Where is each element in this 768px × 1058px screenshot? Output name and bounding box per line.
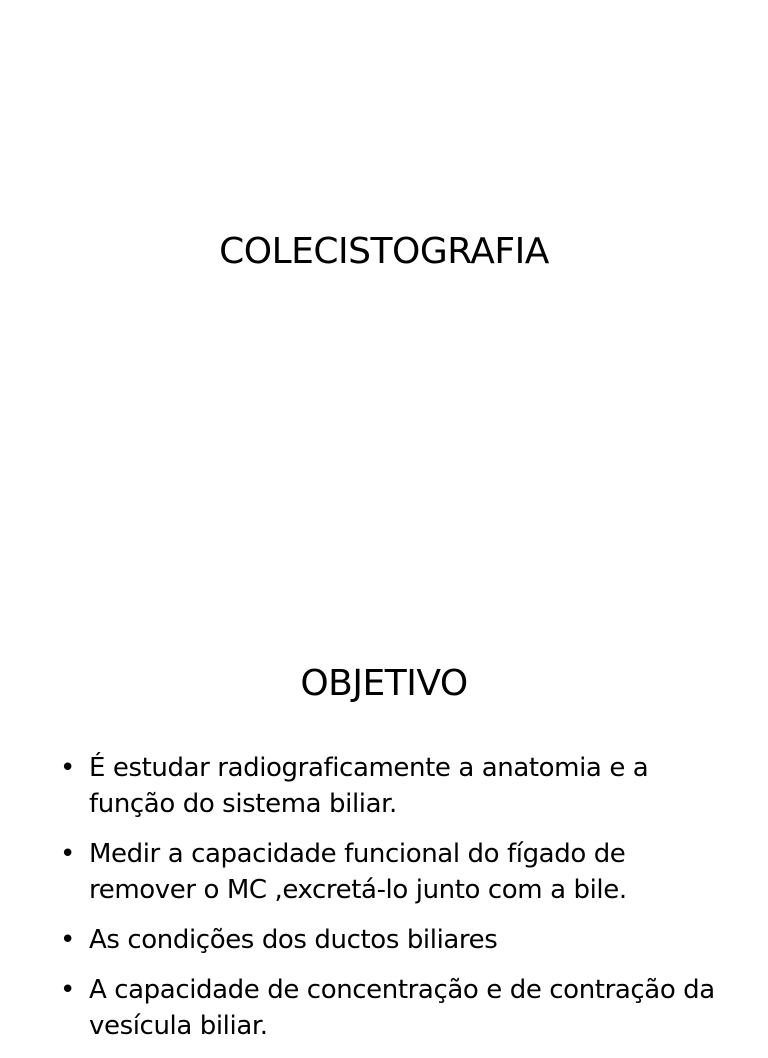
bullet-text: A capacidade de concentração e de contração da vesícula biliar. — [89, 975, 715, 1041]
bullet-text: É estudar radiograficamente a anatomia e a função do sistema biliar. — [89, 753, 649, 819]
bullet-list — [60, 750, 720, 1058]
bullet-item — [60, 836, 720, 908]
bullet-text: As condições dos ductos biliares — [89, 925, 498, 955]
bullet-text: Medir a capacidade funcional do fígado de remover o MC ,excretá-lo junto com a bile. — [89, 839, 627, 905]
slide-objetivo-heading: OBJETIVO — [300, 663, 468, 704]
bullet-dot-icon: • — [60, 975, 75, 1005]
slide-objetivo — [0, 600, 768, 1041]
bullet-item — [60, 750, 720, 822]
bullet-dot-icon: • — [60, 839, 75, 869]
bullet-item — [60, 922, 720, 958]
bullet-dot-icon: • — [60, 925, 75, 955]
slide-title-heading: COLECISTOGRAFIA — [219, 231, 549, 272]
bullet-item — [60, 972, 720, 1044]
bullet-dot-icon: • — [60, 753, 75, 783]
